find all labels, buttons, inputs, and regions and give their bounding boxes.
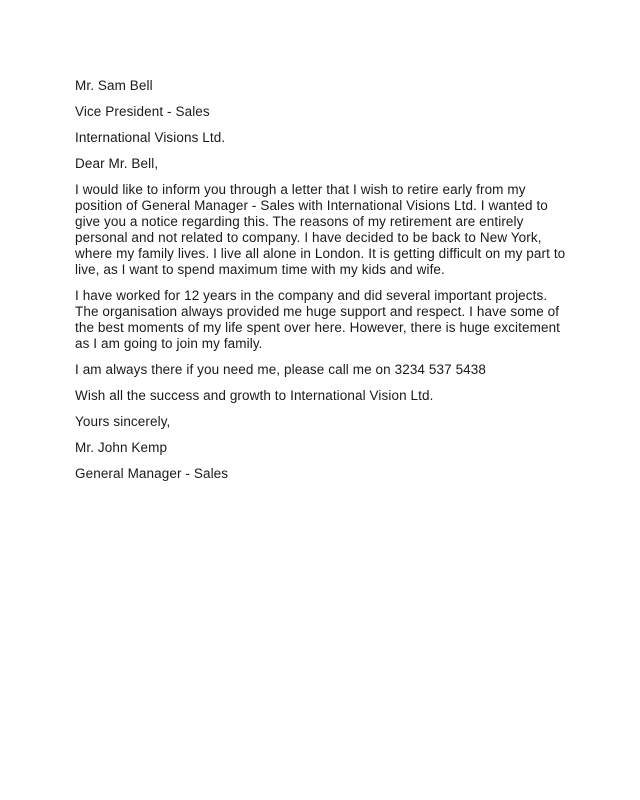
closing: Yours sincerely, (75, 414, 171, 429)
paragraph-tenure: I have worked for 12 years in the company and did several important projects. The organisation always provided me huge support and respect. I have some of the best moments of my life spent over here. However, there is huge excitement as I am going to join my family. (75, 288, 561, 351)
paragraph-contact: I am always there if you need me, please call me on 3234 537 5438 (75, 362, 486, 377)
salutation: Dear Mr. Bell, (75, 156, 159, 171)
recipient-title: Vice President - Sales (75, 104, 210, 119)
letter-body (75, 78, 573, 492)
signature-name: Mr. John Kemp (75, 440, 168, 455)
paragraph-wishes: Wish all the success and growth to International Vision Ltd. (75, 388, 434, 403)
paragraph-retirement-notice: I would like to inform you through a letter that I wish to retire early from my position of General Manager - Sales with International Visions Ltd. I wanted to give you a notice regarding this. The reasons of my retirement are entirely personal and not related to company. I have decided to be back to New York, where my family lives. I live all alone in London. It is getting difficult on my part to live, as I want to spend maximum time with my kids and wife. (75, 182, 566, 277)
signature-title: General Manager - Sales (75, 466, 229, 481)
recipient-name: Mr. Sam Bell (75, 78, 153, 93)
recipient-company: International Visions Ltd. (75, 130, 226, 145)
